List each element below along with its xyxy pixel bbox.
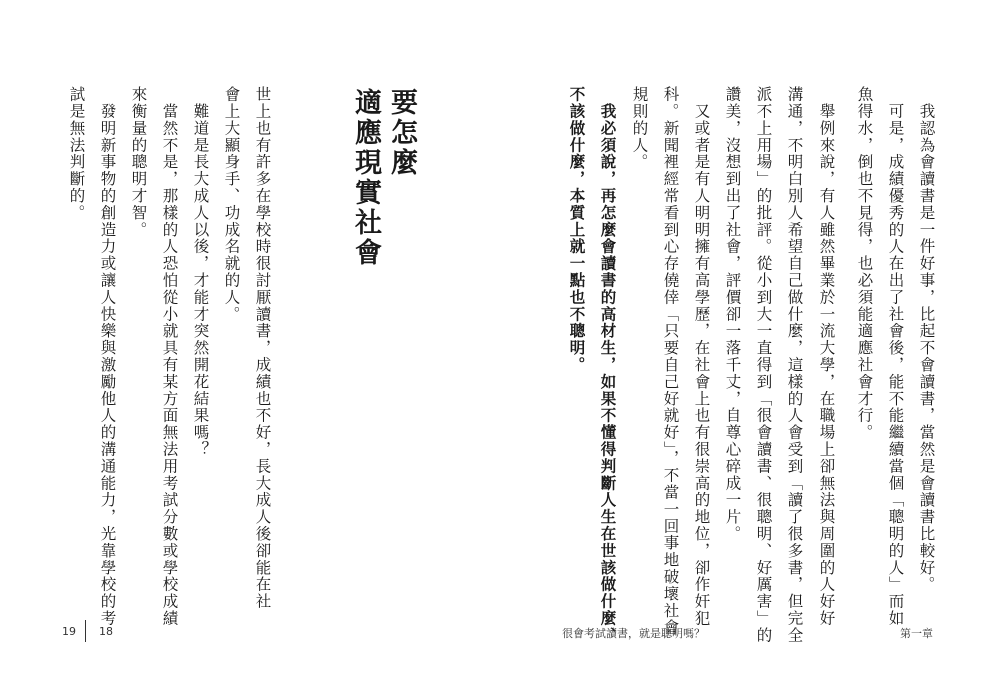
- text-column: 世上也有許多在學校時很討厭讀書，成績也不好，長大成人後卻能在社: [253, 86, 272, 610]
- text-column: 當然不是，那樣的人恐怕從小就具有某方面無法用考試分數或學校成績: [160, 86, 179, 627]
- text-column: 又或者是有人明明擁有高學歷，在社會上也有很崇高的地位，卻作奸犯: [692, 86, 711, 627]
- text-column: 溝通，不明白別人希望自己做什麼，這樣的人會受到「讀了很多書，但完全: [785, 86, 804, 644]
- text-column: 來衡量的聰明才智。: [129, 86, 148, 239]
- text-column: 可是，成績優秀的人在出了社會後，能不能繼續當個「聰明的人」而如: [886, 86, 905, 627]
- text-column: 難道是長大成人以後，才能才突然開花結果嗎？: [191, 86, 210, 458]
- text-column: 舉例來說，有人雖然畢業於一流大學，在職場上卻無法與周圍的人好好: [817, 86, 836, 627]
- text-column: 科。新聞裡經常看到心存僥倖「只要自己好就好」，不當一回事地破壞社會: [661, 86, 680, 636]
- section-heading-line-2: 適應現實社會: [350, 88, 381, 268]
- page-number-right: 18: [99, 625, 113, 638]
- text-column: 規則的人。: [630, 86, 649, 171]
- section-heading-line-1: 要怎麼: [386, 88, 417, 178]
- emphasis-column: 我必須說，再怎麼會讀書的高材生，如果不懂得判斷人生在世該做什麼、: [598, 86, 618, 644]
- chapter-label: 第一章: [900, 627, 933, 640]
- text-column: 派不上用場」的批評。從小到大一直得到「很會讀書、很聰明、好厲害」的: [754, 86, 773, 644]
- text-column: 我認為會讀書是一件好事，比起不會讀書，當然是會讀書比較好。: [917, 86, 936, 593]
- text-column: 發明新事物的創造力或讓人快樂與激勵他人的溝通能力，光靠學校的考: [98, 86, 117, 627]
- text-column: 魚得水，倒也不見得，也必須能適應社會才行。: [855, 86, 874, 441]
- text-column: 讚美，沒想到出了社會，評價卻一落千丈，自尊心碎成一片。: [723, 86, 742, 543]
- folio-divider: [85, 620, 86, 642]
- text-column: 試是無法判斷的。: [67, 86, 86, 222]
- text-column: 會上大顯身手、功成名就的人。: [222, 86, 241, 323]
- page-number-left: 19: [62, 625, 76, 638]
- emphasis-column: 不該做什麼，本質上就一點也不聰明。: [567, 86, 587, 374]
- running-title: 很會考試讀書，就是聰明嗎？: [562, 627, 705, 640]
